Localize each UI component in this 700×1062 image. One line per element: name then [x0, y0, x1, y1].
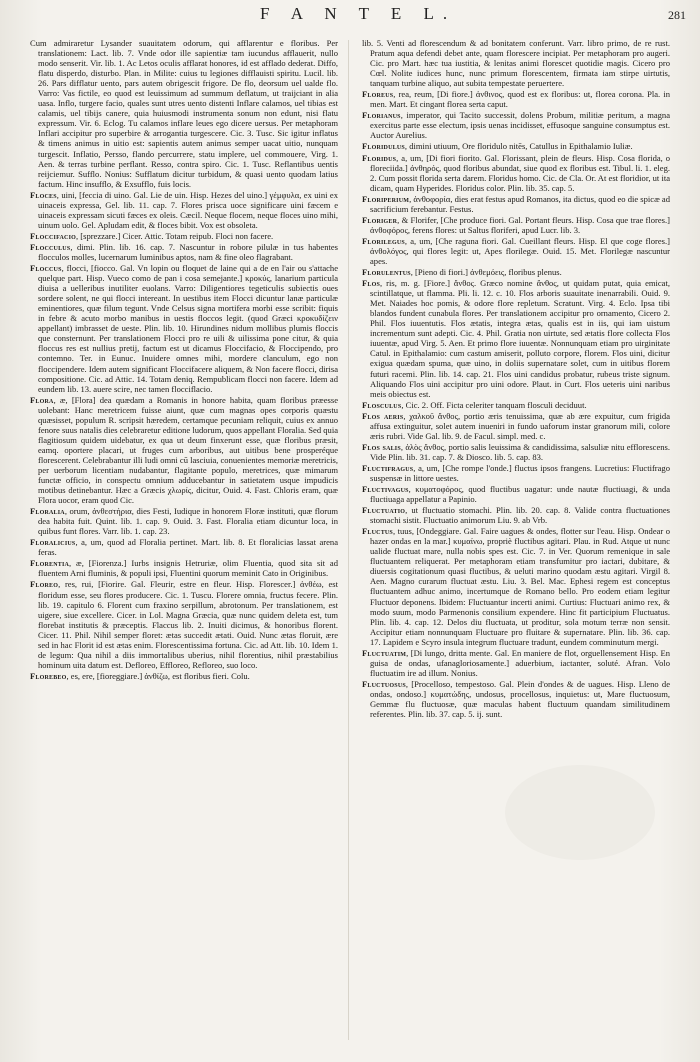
- entry-text: a, um, [Che rompe l'onde.] fluctus ipsos frangens. Lucretius: Fluctifrago suspensæ in littore uestes.: [370, 462, 670, 483]
- entry-headword: Flos aeris: [362, 410, 404, 421]
- entry-headword: Floridulus: [362, 141, 405, 152]
- entry-headword: Floces: [30, 189, 57, 200]
- entry-text: ἁλὸς ἄνθος, portio salis leuissima & candidissima, salsuliæ nitu efflorescens. Vide Plin. lib. 31. cap. 7. & Diosco. lib. 5. cap. 83.: [370, 441, 670, 462]
- entry-headword: Fluctifragus: [362, 462, 414, 473]
- entry-text: a, um, quod ad Floralia pertinet. Mart. lib. 8. Et floralicias lassat arena feras.: [38, 537, 338, 558]
- entry-text: Cum admiraretur Lysander suauitatem odorum, qui afflarentur e floribus. Per translationem: Lact. lib. 7. Vnde odor ille sapientiæ tam iucundus afflauerit, nullo modo senserit. Vir. lib. 1. Ac Letos oculis afflarat honores, id est afflado dederat. Diffo, flatu disperdo, disturbo. Plan. in Milite: cuius tu legiones difflauisti spiritu. Lucil. lib. 26. Pars difflatur uento, pars autem obrigescit frigore. De flo, deorsum uel ualde flo. Varro: Vas fictile, eo quod est leuissimum ad summum deflatum, ut traijciant in alia uasa. Inflo, turgere facio, quales sunt utres uento distenti Inflare calamos, uel tibias est calamis, uel tibijs canere, quia huiusmodi instrumenta sonum non edunt, nisi flatu expressum. Vir. 6. Eclog. Tu calamos inflare leues ego dicere uersus. Per metaphoram Inflari accipitur pro superbire & arrogantia turgescere. Cic. 3. Tusc. Sic igitur inflatus & timens animus in uitio est: sapientis autem animus semper uacat uitio, nunquam turgescit. Inflatio, Persso, flando percurrere, statu implere, uel commouere, Virg. 1. Aen. & terras turbine perflant. Resso, contra spiro. Cic. 1. Tusc. Reflantibus uentis reijciemur. Sufflo. Nonius: Sufflatum dicitur turbidum, & quasi uento quodam latius factum. Hinc insufflo, & Exsufflo, fuis locis.: [30, 38, 338, 189]
- entry-headword: Florebeo: [30, 670, 67, 681]
- dictionary-entry: Florianus, imperator, qui Tacito successit, dolens Probum, militiæ peritum, a magna exercitus parte esse electum, ipsis uenas incidisset, effusoque sanguine consumptus est. Auctor Aurelius.: [362, 110, 670, 141]
- dictionary-entry: Flora, æ, [Flora] dea quædam a Romanis in honore habita, quam floribus præesse uolebant: Hanc meretricem fuisse aiunt, quæ cum magnas opes corporis quæstu quæsisset, populum R. scripsit hæredem, certamque pecuniam reliquit, cuius ex annuo fenore suus natalis dies celebraretur editione ludorum, quos appellant Floralia. Sed quia flagitiosum quidem uidebatur, ex qua ut deum finxerunt esse, quæ floribus præsit, eamq. oportere placari, ut fruges cum arboribus, aut uitibus bene prosperéque florescerent. Celebrabantur illi ludi omni cū lasciuia, conuenientes memoriæ meretricis, per uerborum licentiam nudabantur, flagitante populo, meretrices, quæ mimarum functæ officio, in conspectu omnium adducebantur in satietatem usque impudicis motibus detinebantur. Hæc a Græcis χλωρίς, dicitur, Ouid. 4. Fast. Chloris eram, quæ Flora uocor, eram quod Cic.: [30, 394, 338, 506]
- dictionary-entry: Flosculus, Cic. 2. Off. Ficta celeriter tanquam flosculi deciduut.: [362, 399, 587, 410]
- entry-headword: Floccifacio: [30, 230, 76, 241]
- entry-headword: Fluctivagus: [362, 484, 409, 495]
- entry-text: æ, [Fiorenza.] Iurbs insignis Hetruriæ, olim Fluentia, quod sita sit ad fluentem Arni fluminis, & populi ipsi, Fluentini quorum meminit Cato in Originibus.: [38, 558, 338, 579]
- dictionary-entry: [30, 38, 338, 189]
- page-number: 281: [668, 8, 686, 22]
- entry-text: æ, [Flora] dea quædam a Romanis in honore habita, quam floribus præesse uolebant: Hanc meretricem fuisse aiunt, quæ cum magnas opes corporis quæstu quæsisset, populum R. scripsit hæredem, certamque pecuniam reliquit, cuius ex annuo fenore suus natalis dies celebraretur editione ludorum, quos appellant Floralia. Sed quia flagitiosum quidem uidebatur, ex qua ut deum finxerunt esse, quæ floribus præsit, eamq. oportere placari, ut fruges cum arboribus, aut uitibus bene prosperéque florescerent. Celebrabantur illi ludi omni cū lasciuia, conuenientes memoriæ meretricis, per uerborum licentiam nudabantur, flagitante populo, meretrices, quæ mimarum functæ officio, in conspectu omnium adducebantur in satietatem usque impudicis motibus detinebantur. Hæc a Græcis χλωρίς, dicitur, Ouid. 4. Fast. Chloris eram, quæ Flora uocor, eram quod Cic.: [38, 394, 338, 506]
- entry-text: dimi. Plin. lib. 16. cap. 7. Nascuntur in robore pilulæ in tus habentes flocculos molles, lucernarum luminibus aptos, nam & fine oleo flagrabant.: [38, 241, 338, 262]
- dictionary-entry: Floriger, & Florifer, [Che produce fiori. Gal. Portant fleurs. Hisp. Cosa que trae flores.] ἀνθοφόρος, ferens flores: ut Saltus floriferi, apud Lucr. lib. 3.: [362, 214, 670, 235]
- entry-text: orum, ἀνθεστήρια, dies Festi, Iudique in honorem Floræ instituti, quæ florum dea habita fuit. Quint. lib. 1. cap. 9. Ouid. 3. Fast. Floralia etiam dicuntur loca, in quibus funt flores. Varr. lib. 1. cap. 23.: [38, 506, 338, 537]
- entry-headword: Floccus: [30, 263, 62, 274]
- entry-text: ris, m. g. [Fiore.] ἄνθος. Græco nomine ἄνθος, ut quidam putat, quia emicat, scintillatque, ut flamma. Pli. li. 12. c. 10. Flos arboris suauitate inenarrabili. Ouid. 9. Met. Naiades hoc pomis, & odore flore repletum. Scratunt. Virg. 4. Eclo. Ipsa tibi blandos fundent cunabula flores. Per translationem accipitur pro ornamento, Cicero 2. Phil. Flos iuuentutis. Flos ætatis, integra ætas, qualis est in iis, qui iam uistum incrementum sunt adepti. Cic. 4. Phil. Gratia non uirtute, sed ætatis flore collecta Flos iuuentæ, apud Virg. 5. Aen. Et primo flore iuuentæ. Nonnunquam etiam pro uirginitate Catul. in Epithalamio: cum castum amiserit, polluto corpore, florem. Flos uini, dicitur exigua quædam spuma, quæ uino, in doliis supernatare solet, cum in uitibus florem futuri racemi. Plin. lib. 14. cap. 21. Flos uini candidus probatur, rubeus triste signum. Aliquando Flos uini accipitur pro uini odore. Plaut. in Curt. Flos ueteris uini naribus meis obiectus est.: [370, 278, 670, 399]
- entry-headword: Floriger: [362, 214, 398, 225]
- dictionary-entry: Floriperium, ἀνθοφορία, dies erat festus apud Romanos, ita dictus, quod eo die spicæ ad sacrificium ferebantur. Festus.: [362, 193, 670, 214]
- dictionary-entry: Floreo, res, rui, [Fiorire. Gal. Fleurir, estre en fleur. Hisp. Florescer.] ἀνθέω, est floridum esse, seu flores producere. Cic. 1. Tuscu. Florere omnia, fructus fecere. Plin. lib. 19. capitulo 6. Florent cum fraxino serpillum, abrotonum. Per translationem, est uigere, siue excellere. Cicer. in Lol. Magna Græcia, quæ nunc quidem deleta est, tum florebat institutis & præceptis. Flaccus lib. 2. Inuiti dicimus, & honoribus florent. Cicer. 11. Phil. Nihil semper floret: ætas succedit ætati. Ouid. Nunc ætas floruit, ære sed in hac Florit id est ætas enim. Florescentissima fortuna. Cic. ad Att. lib. 10. Idem 1. de legum: Qua nihil a diis immortalibus uberius, nihil florentius, nihil præstabilius hominum uita datum est. Defloreo, Effloreo, Refloreo, suo loco.: [30, 579, 338, 670]
- entry-headword: Florentia: [30, 558, 70, 569]
- dictionary-entry: Florilegus, a, um, [Che raguna fiori. Gal. Cueillant fleurs. Hisp. El que coge flores.] ἀνθολόγος, qui flores legit: ut, Apes florilegæ. Ouid. 15. Met. Florilegæ nascuntur apes.: [362, 235, 670, 266]
- entry-text: χαλκοῦ ἄνθος, portio æris tenuissima, quæ ab ære expuitur, cum frigida affusa extinguitur, solet autem inueniri in fundo uaforum instar granorum mili, colore æris rubri. Vide Gal. lib. 9. de Facul. simpl. med. c.: [370, 410, 670, 441]
- dictionary-entry: Flocculus, dimi. Plin. lib. 16. cap. 7. Nascuntur in robore pilulæ in tus habentes flocculos molles, lucernarum luminibus aptos, nam & fine oleo flagrabant.: [30, 241, 338, 262]
- entry-headword: Flocculus: [30, 241, 71, 252]
- entry-headword: Floriperium: [362, 193, 410, 204]
- entry-text: tuus, [Ondeggiare. Gal. Faire uagues & ondes, flotter sur l'eau. Hisp. Ondear o hazer ondas en la mar.] κυμαίνω, propriè fluctibus agitari. Plau. in Rud. Atque ut nunc ualide fluctuat mare, nulla nobis spes est. Cic. 7. in Ver. Quorum remenique in sale fluctuantem reliquerat. Per metaphoram etiam transfumitur pro iactari, dubitare, & diuersis cogitationum quasi fluctibus, & ueluti marino quodam æstu agitari. Virgil 8. Aen. Magno curarum fluctuat æstu. Liu. 3. Bel. Mac. Ephesi regem est conceptus fluctuantem adhuc animo, incertumque de Romano bello. Pro eodem etiam legitur Fluctuor deponens. Ibidem: Fluctuantur incerti animi. Curtius: Fluctuari animo rex, & modo suum, modo Parmenonis consilium expendere. Hinc fit participium Fluctuatus. Plin. lib. 4. cap. 12. Delos diu fluctuata, ut proditur, sola motum terræ non sensit. Accipitur etiam nonnunquam Fluctuare pro fluitare & supernatare. Plin. lib. 36. cap. 17. Lapidem e Scyro insula integrum fluctuare tradunt, eundem comminutum mergi.: [370, 526, 670, 647]
- entry-headword: Floreo: [30, 579, 59, 590]
- entry-headword: Fluctuosus: [362, 678, 406, 689]
- dictionary-entry: Fluctuatim, [Di lungo, dritta mente. Gal. En maniere de flot, orguellensement Hisp. En guisa de ondas, ufanagloriosamente.] aduerbium, iactanter, soluté. Afran. Volo fluctuatim ire ad illum. Nonius.: [362, 647, 670, 678]
- right-column: [362, 38, 670, 1048]
- entry-text: uini, [feccia di uino. Gal. Lie de uin. Hisp. Hezes del uino.] γέμφυλα, ex uini ex uinaceis expressa, Gel. lib. 11. cap. 7. Flores prisca uoce significare uini fæcem e uinaceis expressam sicuti fæces ex oleis. Cæcil. Neque flocem, neque floces uino mihi, uinum uolo. Gel. Apludam edit, & floces bibit. Vox est obsoleta.: [38, 189, 338, 230]
- entry-text: lib. 5. Venti ad florescendum & ad bonitatem conferunt. Varr. libro primo, de re rust. Pratum aqua defendi debet ante, quam florescere incipiat. Per metaphoram pro augeri. Cic. pro Mart. hæc tua iustitia, & lenitas animi florescet quotidie magis. Cicero pro Cœl. Nolite iudices hunc, nunc primum florescentem, firmata iam stirpe uirtutis, tanquam turbine aliquo, aut subita tempestate peruertere.: [362, 38, 670, 89]
- dictionary-entry: Flos aeris, χαλκοῦ ἄνθος, portio æris tenuissima, quæ ab ære expuitur, cum frigida affusa extinguitur, solet autem inueniri in fundo uaforum instar granorum mili, colore æris rubri. Vide Gal. lib. 9. de Facul. simpl. med. c.: [362, 410, 670, 441]
- entry-headword: Floreus: [362, 89, 394, 100]
- entry-headword: Fluctuatio: [362, 505, 406, 516]
- dictionary-entry: Fluctifragus, a, um, [Che rompe l'onde.] fluctus ipsos frangens. Lucretius: Fluctifrago suspensæ in littore uestes.: [362, 462, 670, 483]
- entry-headword: Floralia: [30, 506, 65, 517]
- dictionary-entry: Fluctuatio, ut fluctuatio stomachi. Plin. lib. 20. cap. 8. Valide contra fluctuationes stomachi sistit. Fluctuatio animorum Liu. 9. ab Vrb.: [362, 505, 670, 526]
- dictionary-entry: Florebeo, es, ere, [fioreggiare.] ἀνθίζω, est floribus fieri. Colu.: [30, 670, 250, 681]
- entry-text: [Di lungo, dritta mente. Gal. En maniere de flot, orguellensement Hisp. En guisa de ondas, ufanagloriosamente.] aduerbium, iactanter, soluté. Afran. Volo fluctuatim ire ad illum. Nonius.: [370, 647, 670, 678]
- entry-headword: Fluctuatim: [362, 647, 407, 658]
- entry-text: rea, reum, [Di fiore.] ἀνθινος, quod est ex floribus: ut, florea corona. Pla. in men. Mart. Et cingant florea serta caput.: [370, 89, 670, 110]
- entry-text: res, rui, [Fiorire. Gal. Fleurir, estre en fleur. Hisp. Florescer.] ἀνθέω, est floridum esse, seu flores producere. Cic. 1. Tuscu. Florere omnia, fructus fecere. Plin. lib. 19. capitulo 6. Florent cum fraxino serpillum, abrotonum. Per translationem, est uigere, siue excellere. Cicer. in Lol. Magna Græcia, quæ nunc quidem deleta est, tum florebat institutis & præceptis. Flaccus lib. 2. Inuiti dicimus, & honoribus florent. Cicer. 11. Phil. Nihil semper floret: ætas succedit ætati. Ouid. Nunc ætas floruit, ære sed in hac Florit id est ætas enim. Florescentissima fortuna. Cic. ad Att. lib. 10. Idem 1. de legum: Qua nihil a diis immortalibus uberius, nihil florentius, nihil præstabilius hominum uita datum est. Defloreo, Effloreo, Refloreo, suo loco.: [38, 579, 338, 670]
- entry-text: & Florifer, [Che produce fiori. Gal. Portant fleurs. Hisp. Cosa que trae flores.] ἀνθοφόρος, ferens flores: ut Saltus floriferi, apud Lucr. lib. 3.: [370, 214, 670, 235]
- entry-text: [sprezzare.] Cicer. Attic. Totam reipub. Floci non facere.: [80, 230, 274, 241]
- dictionary-entry: Flos, ris, m. g. [Fiore.] ἄνθος. Græco nomine ἄνθος, ut quidam putat, quia emicat, scintillatque, ut flamma. Pli. li. 12. c. 10. Flos arboris suauitate inenarrabili. Ouid. 9. Met. Naiades hoc pomis, & odore flore repletum. Scratunt. Virg. 4. Eclo. Ipsa tibi blandos fundent cunabula flores. Per translationem accipitur pro ornamento, Cicero 2. Phil. Flos iuuentutis. Flos ætatis, integra ætas, qualis est in iis, qui iam uistum incrementum sunt adepti. Cic. 4. Phil. Gratia non uirtute, sed ætatis flore collecta Flos iuuentæ, apud Virg. 5. Aen. Et primo flore iuuentæ. Nonnunquam etiam pro uirginitate Catul. in Epithalamio: cum castum amiserit, polluto corpore, florem. Flos uini, dicitur exigua quædam spuma, quæ uino, in doliis supernatare solet, cum in uitibus florem futuri racemi. Plin. lib. 14. cap. 21. Flos uini candidus probatur, rubeus triste signum. Aliquando Flos uini accipitur pro uini odore. Plaut. in Curt. Flos ueteris uini naribus meis obiectus est.: [362, 278, 670, 399]
- entry-text: a, um, [Di fiori fiorito. Gal. Florissant, plein de fleurs. Hisp. Cosa florida, o floreciida.] ἀνθηρός, quod floribus abundat, siue quod ex floribus est. Tibul. li. 1. eleg. 2. Cum possit florida serta darem. Floridus homo. Cic. de Cla. Or. At est floridior, ut ita dicam, quam Hyperides. Floridus color. Plin. lib. 35. cap. 5.: [370, 152, 670, 193]
- dictionary-entry: Floralicius, a, um, quod ad Floralia pertinet. Mart. lib. 8. Et floralicias lassat arena feras.: [30, 537, 338, 558]
- entry-text: imperator, qui Tacito successit, dolens Probum, militiæ peritum, a magna exercitus parte esse electum, ipsis uenas incidisset, effusoque sanguine consumptus est. Auctor Aurelius.: [370, 110, 670, 141]
- entry-headword: Flos: [362, 278, 381, 289]
- entry-headword: Flos salis: [362, 441, 401, 452]
- entry-headword: Flora: [30, 394, 54, 405]
- entry-headword: Florianus: [362, 110, 401, 121]
- entry-text: ut fluctuatio stomachi. Plin. lib. 20. cap. 8. Valide contra fluctuationes stomachi sistit. Fluctuatio animorum Liu. 9. ab Vrb.: [370, 505, 670, 526]
- dictionary-entry: Floces, uini, [feccia di uino. Gal. Lie de uin. Hisp. Hezes del uino.] γέμφυλα, ex uini ex uinaceis expressa, Gel. lib. 11. cap. 7. Flores prisca uoce significare uini fæcem e uinaceis expressam sicuti fæces ex oleis. Cæcil. Neque flocem, neque floces uino mihi, uinum uolo. Gel. Apludam edit, & floces bibit. Vox est obsoleta.: [30, 189, 338, 230]
- entry-text: es, ere, [fioreggiare.] ἀνθίζω, est floribus fieri. Colu.: [70, 670, 250, 681]
- dictionary-entry: Flos salis, ἁλὸς ἄνθος, portio salis leuissima & candidissima, salsuliæ nitu efflorescens. Vide Plin. lib. 31. cap. 7. & Diosco. lib. 5. cap. 83.: [362, 441, 670, 462]
- entry-headword: Flosculus: [362, 399, 402, 410]
- column-divider: [348, 40, 349, 1040]
- dictionary-entry: [362, 38, 670, 88]
- entry-text: [Pieno di fiori.] ἀνθεμόεις, floribus plenus.: [415, 267, 562, 278]
- dictionary-entry: Florulentus, [Pieno di fiori.] ἀνθεμόεις, floribus plenus.: [362, 267, 562, 278]
- entry-text: κυματοφόρος, quod fluctibus uagatur: unde nautæ fluctiuagi, & unda fluctiuaga appellatur a Papinio.: [370, 484, 670, 505]
- entry-text: ἀνθοφορία, dies erat festus apud Romanos, ita dictus, quod eo die spicæ ad sacrificium ferebantur. Festus.: [370, 193, 670, 214]
- entry-headword: Floridus: [362, 152, 397, 163]
- entry-text: flocci, [fiocco. Gal. Vn lopin ou floquet de laine qui a de en l'air ou s'attache quelque part. Hisp. Vueco como de pan i cosa semejante.] κροκύς, lanarium particula diuisa a uelleribus inutiliter euolans. Varro: Diligentiores tegeticulis subiectis oues sordere solent, ne qui flocci intereant. In uestibus item Flocci dicuntur lanæ particulæ eminentiores, quæ filum tegunt. Vnde Celsus signa mortifera morbi esse scribit: fiquis in febre & acuto morbo manibus in uestis floccos legit. (quod Græci κροκυδίζειν appellant) imbrasset de ueste. Plin. lib. 10. Hirundines nidum mollibus plumis floccis que consternunt. Per translationem Flocci pro re uili & uilissima pone citur, & quia floccus res est nullius pretij, factum est ut dicamus Floccifacio, & Floccipendo, pro contemno. Ter. in Eunuc. Inuidere omnes mihi, mordere clanculum, ego non floccipendere. Idem autem significant Floccifacere aliquem, & Non facere flocci, dirisa compositione. Cic. ad Attic. 14. Totam deniq. Rempublicam flocci non facere. Idem ad eundem lib. 13. auere scire, nec tamen flocciflacio.: [38, 263, 338, 394]
- entry-text: a, um, [Che raguna fiori. Gal. Cueillant fleurs. Hisp. El que coge flores.] ἀνθολόγος, qui flores legit: ut, Apes florilegæ. Ouid. 15. Met. Florilegæ nascuntur apes.: [370, 235, 670, 266]
- dictionary-entry: Fluctuosus, [Procelloso, tempestoso. Gal. Plein d'ondes & de uagues. Hisp. Lleno de ondas, ondoso.] κυματώδης, undosus, procellosus, inquietus: ut, Mare fluctuosum, Gemmæ flu fluctuosæ, quæ maculas habent fluctuum quandam similitudinem referentes. Plin. lib. 37. cap. 5. ij. sunt.: [362, 678, 670, 720]
- dictionary-entry: Floridus, a, um, [Di fiori fiorito. Gal. Florissant, plein de fleurs. Hisp. Cosa florida, o floreciida.] ἀνθηρός, quod floribus abundat, siue quod ex floribus est. Tibul. li. 1. eleg. 2. Cum possit florida serta darem. Floridus homo. Cic. de Cla. Or. At est floridior, ut ita dicam, quam Hyperides. Floridus color. Plin. lib. 35. cap. 5.: [362, 152, 670, 193]
- entry-text: dimini utiuum, Ore floridulo nitēs, Catullus in Epithalamio Iuliæ.: [409, 141, 633, 152]
- dictionary-entry: Floccifacio, [sprezzare.] Cicer. Attic. Totam reipub. Floci non facere.: [30, 230, 274, 241]
- entry-headword: Fluctus: [362, 526, 393, 537]
- running-head: F A N T E L.: [260, 4, 457, 23]
- entry-headword: Floralicius: [30, 537, 76, 548]
- dictionary-entry: Floralia, orum, ἀνθεστήρια, dies Festi, Iudique in honorem Floræ instituti, quæ florum dea habita fuit. Quint. lib. 1. cap. 9. Ouid. 3. Fast. Floralia etiam dicuntur loca, in quibus funt flores. Varr. lib. 1. cap. 23.: [30, 506, 338, 537]
- entry-headword: Florulentus: [362, 267, 411, 278]
- left-column: [30, 38, 338, 1048]
- page-header: [0, 4, 700, 28]
- dictionary-entry: Floridulus, dimini utiuum, Ore floridulo nitēs, Catullus in Epithalamio Iuliæ.: [362, 141, 633, 152]
- entry-text: Cic. 2. Off. Ficta celeriter tanquam flosculi deciduut.: [405, 399, 587, 410]
- entry-text: [Procelloso, tempestoso. Gal. Plein d'ondes & de uagues. Hisp. Lleno de ondas, ondoso.] κυματώδης, undosus, procellosus, inquietus: ut, Mare fluctuosum, Gemmæ flu fluctuosæ, quæ maculas habent fluctuum quandam similitudinem referentes. Plin. lib. 37. cap. 5. ij. sunt.: [370, 678, 670, 720]
- dictionary-entry: Floreus, rea, reum, [Di fiore.] ἀνθινος, quod est ex floribus: ut, florea corona. Pla. in men. Mart. Et cingant florea serta caput.: [362, 89, 670, 110]
- dictionary-entry: Floccus, flocci, [fiocco. Gal. Vn lopin ou floquet de laine qui a de en l'air ou s'attache quelque part. Hisp. Vueco como de pan i cosa semejante.] κροκύς, lanarium particula diuisa a uelleribus inutiliter euolans. Varro: Diligentiores tegeticulis subiectis oues sordere solent, ne qui flocci intereant. In uestibus item Flocci dicuntur lanæ particulæ eminentiores, quæ filum tegunt. Vnde Celsus signa mortifera morbi esse scribit: fiquis in febre & acuto morbo manibus in uestis floccos legit. (quod Græci κροκυδίζειν appellant) imbrasset de ueste. Plin. lib. 10. Hirundines nidum mollibus plumis floccis que consternunt. Per translationem Flocci pro re uili & uilissima pone citur, & quia floccus res est nullius pretij, factum est ut dicamus Floccifacio, & Floccipendo, pro contemno. Ter. in Eunuc. Inuidere omnes mihi, mordere clanculum, ego non floccipendere. Idem autem significant Floccifacere aliquem, & Non facere flocci, dirisa compositione. Cic. ad Attic. 14. Totam deniq. Rempublicam flocci non facere. Idem ad eundem lib. 13. auere scire, nec tamen flocciflacio.: [30, 263, 338, 394]
- dictionary-entry: Fluctus, tuus, [Ondeggiare. Gal. Faire uagues & ondes, flotter sur l'eau. Hisp. Ondear o hazer ondas en la mar.] κυμαίνω, propriè fluctibus agitari. Plau. in Rud. Atque ut nunc ualide fluctuat mare, nulla nobis spes est. Cic. 7. in Ver. Quorum remenique in sale fluctuantem reliquerat. Per metaphoram etiam transfumitur pro iactari, dubitare, & diuersis cogitationum quasi fluctibus, & ueluti marino quodam æstu agitari. Virgil 8. Aen. Magno curarum fluctuat æstu. Liu. 3. Bel. Mac. Ephesi regem est conceptus fluctuantem adhuc animo, incertumque de Romano bello. Pro eodem etiam legitur Fluctuor deponens. Ibidem: Fluctuantur incerti animi. Curtius: Fluctuari animo rex, & modo suum, modo Parmenonis consilium expendere. Hinc fit participium Fluctuatus. Plin. lib. 4. cap. 12. Delos diu fluctuata, ut proditur, sola motum terræ non sensit. Accipitur etiam nonnunquam Fluctuare pro fluitare & supernatare. Plin. lib. 36. cap. 17. Lapidem e Scyro insula integrum fluctuare tradunt, eundem comminutum mergi.: [362, 526, 670, 647]
- dictionary-entry: Fluctivagus, κυματοφόρος, quod fluctibus uagatur: unde nautæ fluctiuagi, & unda fluctiuaga appellatur a Papinio.: [362, 484, 670, 505]
- entry-headword: Florilegus: [362, 235, 405, 246]
- dictionary-entry: Florentia, æ, [Fiorenza.] Iurbs insignis Hetruriæ, olim Fluentia, quod sita sit ad fluentem Arni fluminis, & populi ipsi, Fluentini quorum meminit Cato in Originibus.: [30, 558, 338, 579]
